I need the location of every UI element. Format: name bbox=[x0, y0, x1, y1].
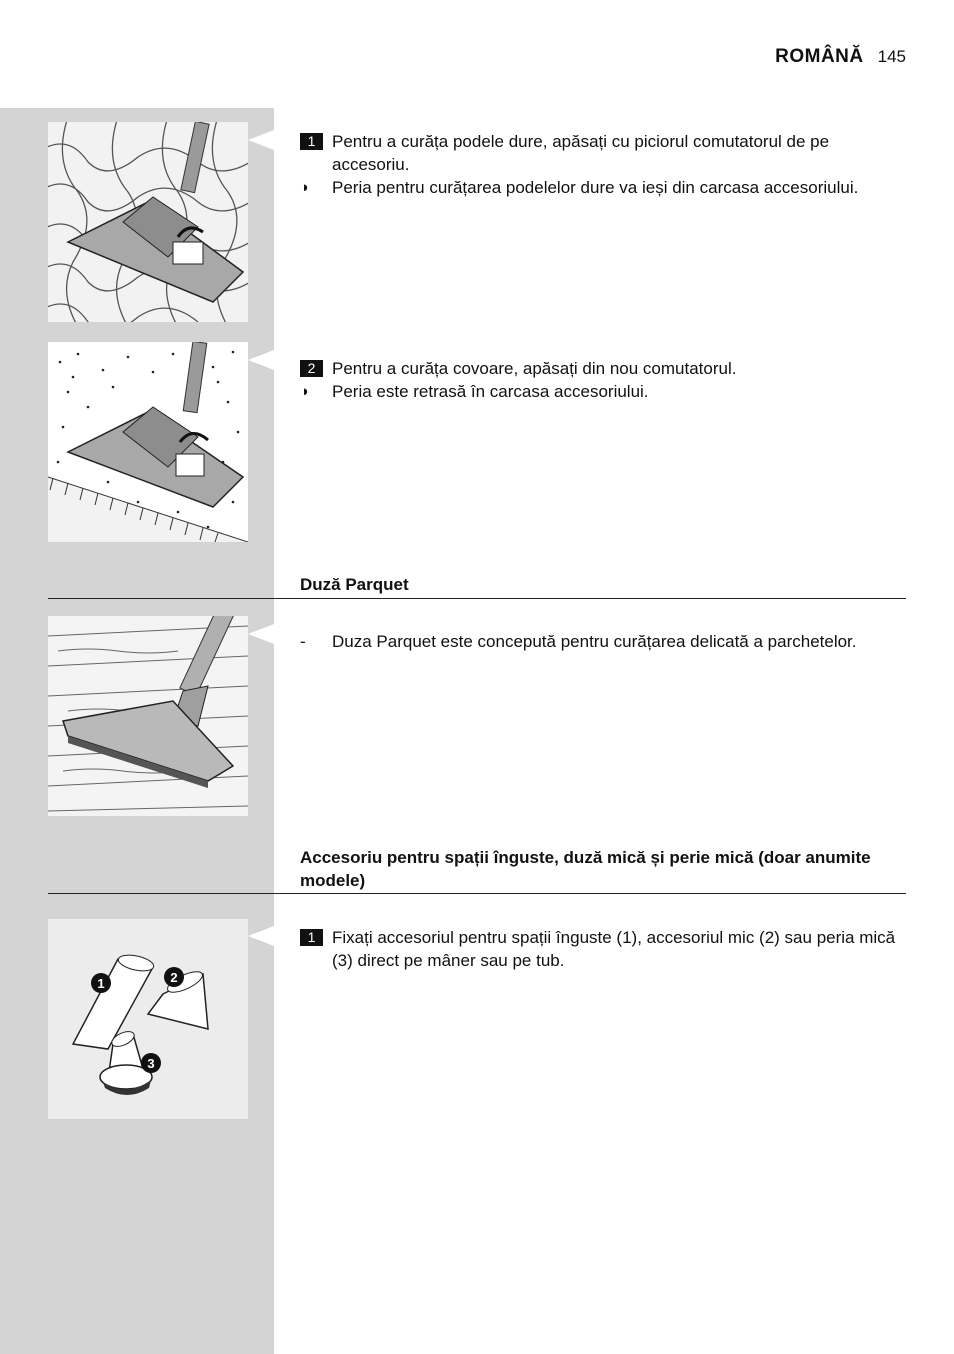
parquet-nozzle-figure bbox=[48, 616, 248, 816]
section-divider bbox=[48, 598, 906, 599]
figure-pointer bbox=[248, 350, 274, 370]
figure-callout-1: 1 bbox=[97, 976, 105, 991]
figure-pointer bbox=[248, 926, 274, 946]
figure-pointer bbox=[248, 624, 274, 644]
dash-icon: - bbox=[300, 632, 306, 651]
hard-floor-nozzle-figure bbox=[48, 122, 248, 322]
step-1-text: Pentru a curăța podele dure, apăsați cu piciorul comutatorul de pe accesoriu. bbox=[332, 132, 830, 174]
accessory-step-block bbox=[300, 926, 910, 972]
step-2-result bbox=[300, 380, 910, 403]
carpet-nozzle-figure bbox=[48, 342, 248, 542]
step-1-block bbox=[300, 130, 910, 199]
accessory-step-1 bbox=[300, 926, 910, 972]
section-heading-accessories: Accesoriu pentru spații înguste, duză mică și perie mică (doar anumite modele) bbox=[300, 848, 871, 890]
step-2 bbox=[300, 357, 910, 380]
triangle-bullet-icon: ◗ bbox=[301, 179, 311, 196]
step-1-result-text: Peria pentru curățarea podelelor dure va ieși din carcasa accesoriului. bbox=[332, 178, 859, 197]
step-number-badge: 2 bbox=[300, 360, 323, 377]
step-1 bbox=[300, 130, 910, 176]
accessory-step-1-text: Fixați accesoriul pentru spații înguste (1), accesoriul mic (2) sau peria mică (3) direct pe mâner sau pe tub. bbox=[332, 928, 896, 970]
triangle-bullet-icon: ◗ bbox=[301, 383, 311, 400]
accessories-figure bbox=[48, 919, 248, 1119]
step-2-block bbox=[300, 357, 910, 403]
figure-callout-2: 2 bbox=[170, 970, 178, 985]
parquet-item bbox=[300, 630, 910, 653]
step-2-text: Pentru a curăța covoare, apăsați din nou comutatorul. bbox=[332, 359, 737, 378]
step-2-result-text: Peria este retrasă în carcasa accesoriului. bbox=[332, 382, 649, 401]
parquet-item-text: Duza Parquet este concepută pentru curățarea delicată a parchetelor. bbox=[332, 632, 857, 651]
step-number-badge: 1 bbox=[300, 133, 323, 150]
step-1-result bbox=[300, 176, 910, 199]
language-label: ROMÂNĂ bbox=[775, 46, 864, 67]
section-divider bbox=[48, 893, 906, 894]
page-header bbox=[775, 46, 906, 68]
step-number-badge: 1 bbox=[300, 929, 323, 946]
section-heading-parquet: Duză Parquet bbox=[300, 575, 409, 594]
figure-callout-3: 3 bbox=[147, 1056, 155, 1071]
parquet-item-block bbox=[300, 630, 910, 653]
figure-pointer bbox=[248, 130, 274, 150]
page-number: 145 bbox=[877, 47, 906, 66]
